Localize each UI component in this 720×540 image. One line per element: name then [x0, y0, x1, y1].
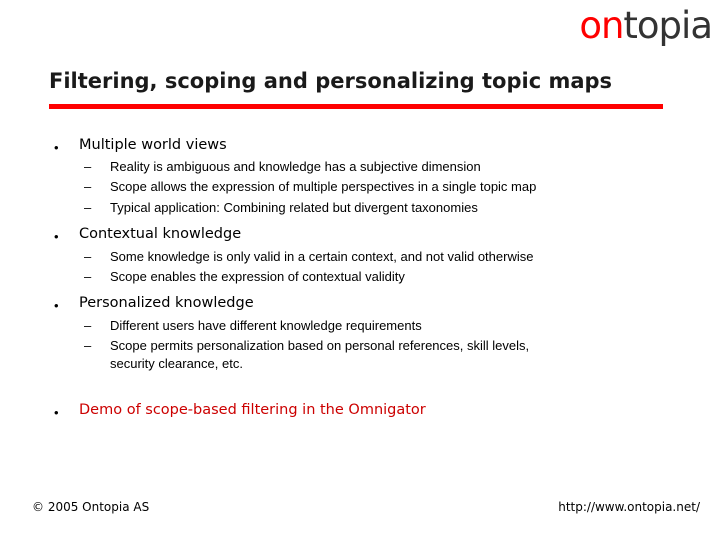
list-item: Scope allows the expression of multiple perspectives in a single topic map — [110, 179, 537, 194]
dash-icon: – — [84, 179, 92, 194]
ontopia-logo — [579, 6, 712, 46]
bullet-icon: • — [54, 229, 59, 244]
list-item: Different users have different knowledge requirements — [110, 318, 422, 333]
list-item: Scope enables the expression of contextual validity — [110, 269, 405, 284]
list-item: Scope permits personalization based on personal references, skill levels, — [110, 338, 530, 353]
logo-on: on — [579, 4, 624, 47]
demo-link[interactable]: Demo of scope-based filtering in the Omnigator — [79, 402, 426, 418]
bullet-icon: • — [54, 298, 59, 313]
section-heading-personalized-knowledge: Personalized knowledge — [79, 295, 254, 311]
section-heading-contextual-knowledge: Contextual knowledge — [79, 226, 242, 242]
section-heading-multiple-world-views: Multiple world views — [79, 137, 227, 153]
dash-icon: – — [84, 200, 92, 215]
dash-icon: – — [84, 249, 92, 264]
footer-url[interactable]: http://www.ontopia.net/ — [558, 500, 700, 514]
dash-icon: – — [84, 318, 92, 333]
list-item: Typical application: Combining related but divergent taxonomies — [110, 200, 478, 215]
list-item-continuation: security clearance, etc. — [110, 356, 243, 371]
dash-icon: – — [84, 338, 92, 353]
logo-topia: topia — [623, 4, 712, 47]
dash-icon: – — [84, 269, 92, 284]
slide-title: Filtering, scoping and personalizing topic maps — [49, 69, 613, 93]
dash-icon: – — [84, 159, 92, 174]
list-item: Reality is ambiguous and knowledge has a subjective dimension — [110, 159, 481, 174]
list-item: Some knowledge is only valid in a certain context, and not valid otherwise — [110, 249, 534, 264]
bullet-icon: • — [54, 140, 59, 155]
title-divider — [49, 104, 663, 109]
bullet-icon: • — [54, 405, 59, 420]
footer-copyright: © 2005 Ontopia AS — [32, 500, 150, 514]
